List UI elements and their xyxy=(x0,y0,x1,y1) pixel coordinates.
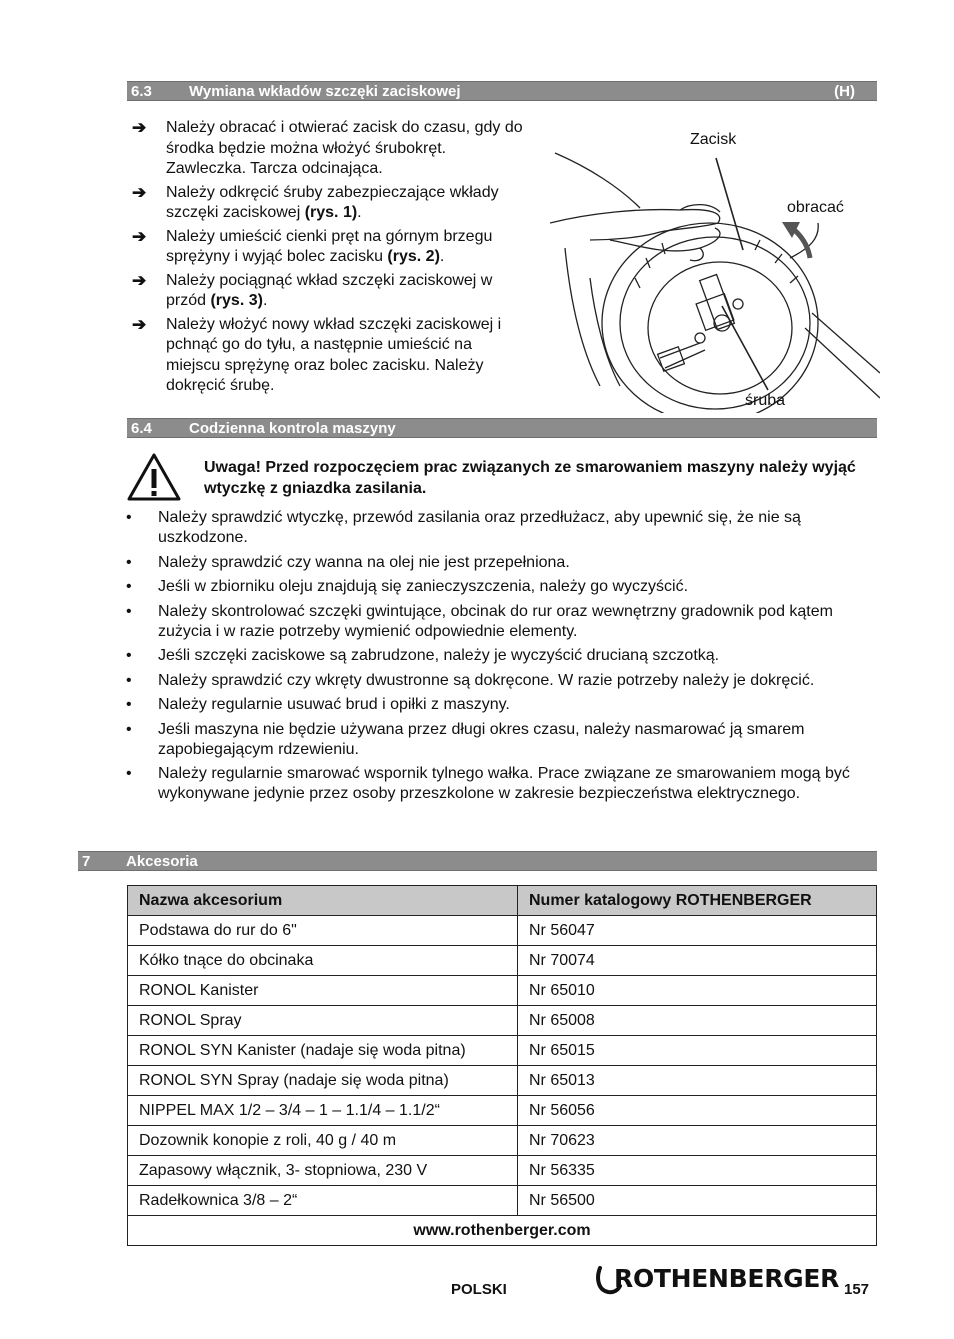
section-number: 6.4 xyxy=(131,420,152,437)
table-row: RONOL Spray Nr 65008 xyxy=(128,1006,877,1036)
table-row: Dozownik konopie z roli, 40 g / 40 m Nr 70623 xyxy=(128,1126,877,1156)
arrow-right-icon: ➔ xyxy=(132,226,147,246)
warning-text: Uwaga! Przed rozpoczęciem prac związanych ze smarowaniem maszyny należy wyjąć wtyczkę z gniazdka zasilania. xyxy=(204,459,856,497)
section-header-7 xyxy=(78,851,877,871)
list-item: • Jeśli w zbiorniku oleju znajdują się zanieczyszczenia, należy go wyczyścić. xyxy=(126,578,689,595)
arrow-right-icon: ➔ xyxy=(132,314,147,334)
step-item: ➔ Należy włożyć nowy wkład szczęki zaciskowej i pchnąć go do tyłu, a następnie umieścić na miejscu sprężynę oraz bolec zacisku. Należy dokręcić śrubę. xyxy=(132,314,502,394)
table-row: Radełkownica 3/8 – 2“ Nr 56500 xyxy=(128,1186,877,1216)
list-item: • Należy sprawdzić czy wanna na olej nie jest przepełniona. xyxy=(126,553,570,571)
list-item: • Należy sprawdzić czy wkręty dwustronne są dokręcone. W razie potrzeby należy je dokręcić. xyxy=(126,671,815,689)
arrow-right-icon: ➔ xyxy=(132,182,147,202)
column-header-catalog: Numer katalogowy ROTHENBERGER xyxy=(518,886,877,916)
footer-language: POLSKI xyxy=(451,1281,507,1298)
list-item: • Jeśli szczęki zaciskowe są zabrudzone, należy je wyczyścić drucianą szczotką. xyxy=(126,647,720,664)
figure-label-screw: śruba xyxy=(745,392,786,409)
warning-triangle-icon xyxy=(126,452,182,502)
arrow-right-icon: ➔ xyxy=(132,270,147,290)
warning-block xyxy=(126,452,878,508)
section-title: Codzienna kontrola maszyny xyxy=(189,420,396,437)
list-item: • Należy skontrolować szczęki gwintujące, obcinak do rur oraz wewnętrzny gradownik pod kątem zużycia i w razie potrzeby wymienić odpowiednie elementy. xyxy=(126,602,833,640)
section-header-6-3 xyxy=(127,81,877,101)
table-row: Podstawa do rur do 6" Nr 56047 xyxy=(128,916,877,946)
arrow-right-icon: ➔ xyxy=(132,118,147,137)
list-item: • Należy regularnie usuwać brud i opiłki z maszyny. xyxy=(126,696,510,713)
section-number: 7 xyxy=(82,853,91,870)
section-title: Akcesoria xyxy=(126,853,198,870)
table-row: NIPPEL MAX 1/2 – 3/4 – 1 – 1.1/4 – 1.1/2“ Nr 56056 xyxy=(128,1096,877,1126)
table-row: Kółko tnące do obcinaka Nr 70074 xyxy=(128,946,877,976)
step-item: ➔ Należy odkręcić śruby zabezpieczające wkłady szczęki zaciskowej (rys. 1). xyxy=(132,182,499,221)
list-item: • Jeśli maszyna nie będzie używana przez długi okres czasu, należy nasmarować ją smarem zapobiegającym rdzewieniu. xyxy=(126,720,805,758)
table-row: Zapasowy włącznik, 3- stopniowa, 230 V Nr 56335 xyxy=(128,1156,877,1186)
figure-label-clamp: Zacisk xyxy=(690,131,737,148)
step-item: ➔ Należy umieścić cienki pręt na górnym brzegu sprężyny i wyjąć bolec zacisku (rys. 2). xyxy=(132,226,493,265)
figure-label-rotate: obracać xyxy=(787,199,844,216)
column-header-name: Nazwa akcesorium xyxy=(128,886,518,916)
brand-logo xyxy=(594,1262,840,1298)
clamp-illustration xyxy=(550,128,880,413)
steps-list xyxy=(128,118,528,400)
accessories-table xyxy=(127,885,877,1246)
step-item: ➔ Należy obracać i otwierać zacisk do czasu, gdy do środka będzie można włożyć śrubokręt. Zawleczka. Tarcza odcinająca. xyxy=(132,118,523,177)
table-row: RONOL SYN Kanister (nadaje się woda pitna) Nr 65015 xyxy=(128,1036,877,1066)
list-item: • Należy regularnie smarować wspornik tylnego wałka. Prace związane ze smarowaniem mogą być wykonywane jedynie przez osoby przeszkolone w zakresie bezpieczeństwa elektrycznego. xyxy=(126,765,850,802)
list-item: • Należy sprawdzić wtyczkę, przewód zasilania oraz przedłużacz, aby upewnić się, że nie są uszkodzone. xyxy=(126,509,801,546)
section-code: (H) xyxy=(834,83,855,100)
section-title: Wymiana wkładów szczęki zaciskowej xyxy=(189,83,461,100)
table-header-row xyxy=(128,886,877,916)
daily-checks-list xyxy=(126,508,878,809)
page-number: 157 xyxy=(844,1281,870,1298)
table-footer-row xyxy=(128,1216,877,1246)
website-link[interactable]: www.rothenberger.com xyxy=(128,1216,877,1246)
table-row: RONOL Kanister Nr 65010 xyxy=(128,976,877,1006)
section-header-6-4 xyxy=(127,418,877,438)
brand-name: ROTHENBERGER xyxy=(614,1264,840,1293)
section-number: 6.3 xyxy=(131,83,152,100)
step-item: ➔ Należy pociągnąć wkład szczęki zaciskowej w przód (rys. 3). xyxy=(132,270,493,309)
table-row: RONOL SYN Spray (nadaje się woda pitna) Nr 65013 xyxy=(128,1066,877,1096)
clamp-figure xyxy=(550,128,880,413)
